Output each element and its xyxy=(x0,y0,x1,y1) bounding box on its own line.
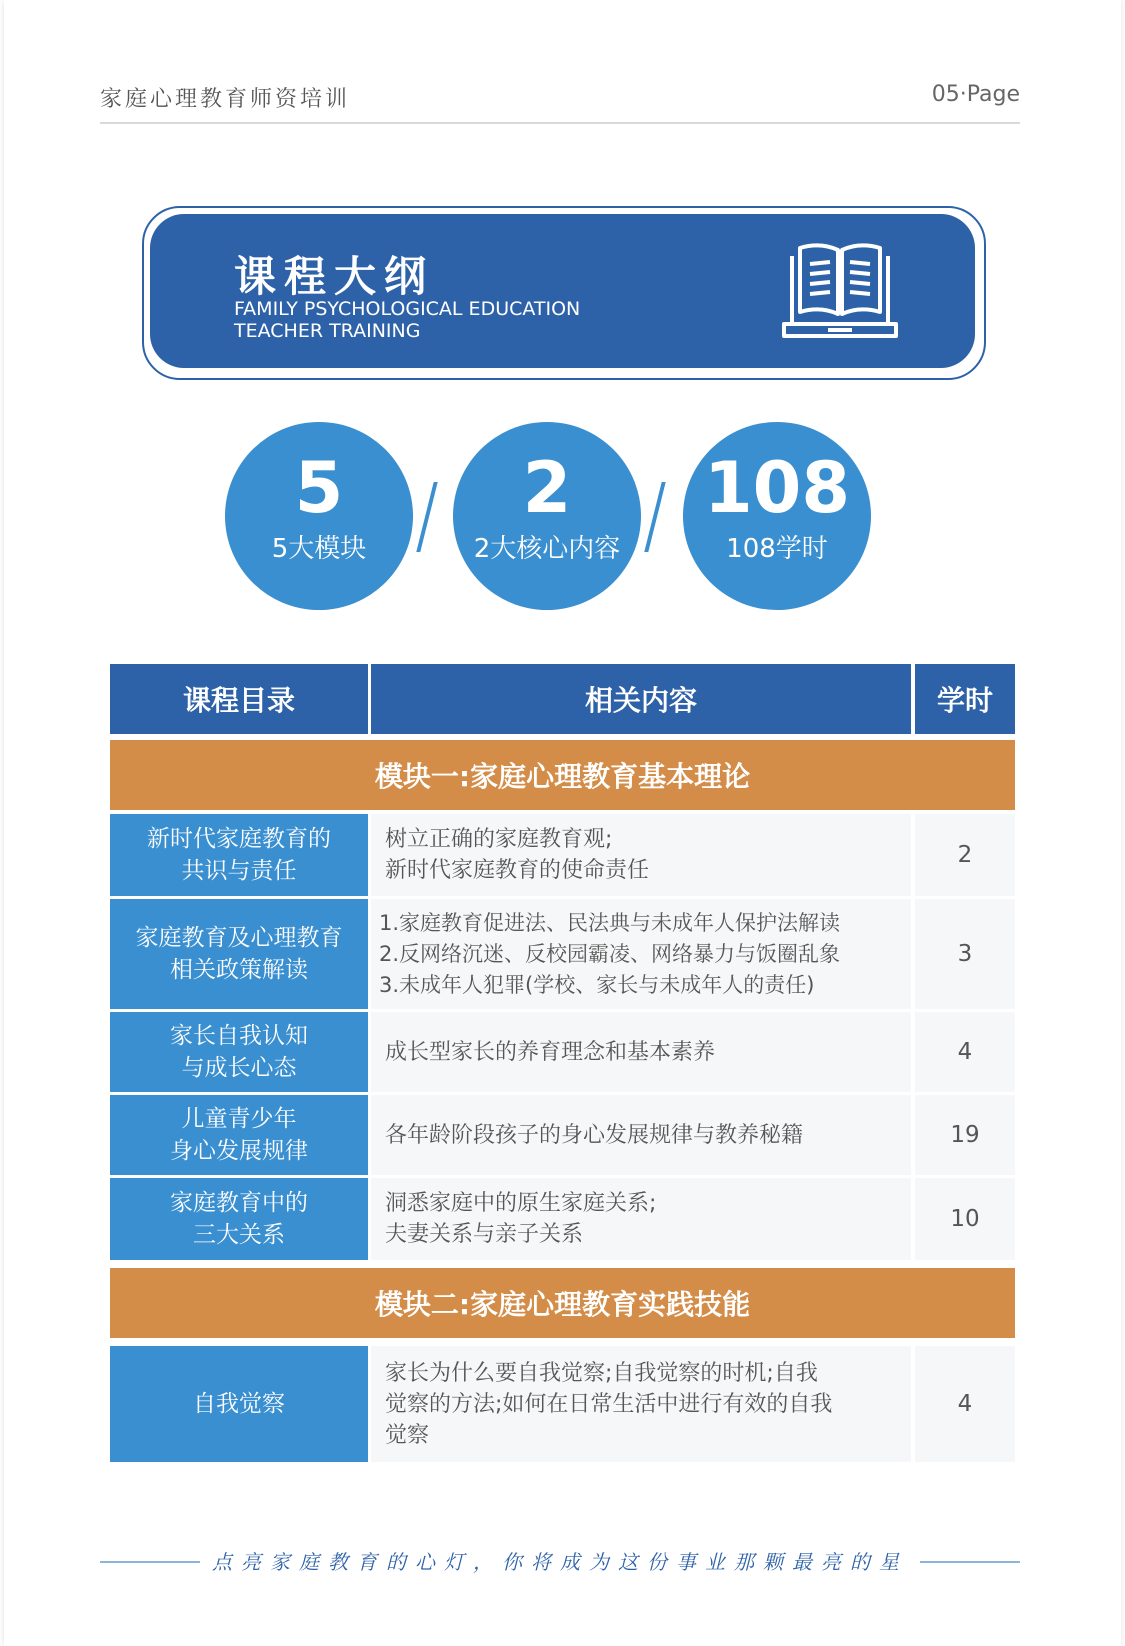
row-directory: 新时代家庭教育的 共识与责任 xyxy=(110,814,368,896)
open-book-icon xyxy=(780,240,900,344)
row-directory: 家长自我认知 与成长心态 xyxy=(110,1012,368,1092)
row-content: 洞悉家庭中的原生家庭关系; 夫妻关系与亲子关系 xyxy=(371,1178,911,1260)
page-header xyxy=(100,78,1020,124)
stat-core-content xyxy=(453,422,641,610)
stat-modules xyxy=(225,422,413,610)
column-header-directory: 课程目录 xyxy=(110,664,368,734)
row-hours: 10 xyxy=(915,1178,1015,1260)
footer-slogan: 点亮家庭教育的心灯，你将成为这份事业那颗最亮的星 xyxy=(212,1550,908,1574)
row-content: 树立正确的家庭教育观; 新时代家庭教育的使命责任 xyxy=(371,814,911,896)
stats-row xyxy=(225,422,905,612)
header-title: 家庭心理教育师资培训 xyxy=(100,87,351,112)
footer-line-right xyxy=(920,1561,1020,1563)
row-directory: 家庭教育及心理教育 相关政策解读 xyxy=(110,899,368,1009)
row-hours: 4 xyxy=(915,1346,1015,1462)
row-directory: 家庭教育中的 三大关系 xyxy=(110,1178,368,1260)
syllabus-banner xyxy=(150,214,975,368)
row-hours: 2 xyxy=(915,814,1015,896)
row-hours: 3 xyxy=(915,899,1015,1009)
banner-title-en xyxy=(234,298,580,342)
slash-divider xyxy=(644,482,665,552)
page-footer xyxy=(100,1546,1020,1576)
row-content: 成长型家长的养育理念和基本素养 xyxy=(371,1012,911,1092)
row-directory: 儿童青少年 身心发展规律 xyxy=(110,1095,368,1175)
column-header-content: 相关内容 xyxy=(371,664,911,734)
module-header: 模块一:家庭心理教育基本理论 xyxy=(110,740,1015,810)
row-directory: 自我觉察 xyxy=(110,1346,368,1462)
stat-label: 2大核心内容 xyxy=(473,534,621,564)
module-header: 模块二:家庭心理教育实践技能 xyxy=(110,1268,1015,1338)
stat-label: 5大模块 xyxy=(271,534,367,564)
banner-title-en-line2: TEACHER TRAINING xyxy=(234,320,421,342)
stat-label: 108学时 xyxy=(726,534,828,564)
row-content: 各年龄阶段孩子的身心发展规律与教养秘籍 xyxy=(371,1095,911,1175)
row-hours: 19 xyxy=(915,1095,1015,1175)
slash-divider xyxy=(416,482,437,552)
row-content: 家长为什么要自我觉察;自我觉察的时机;自我 觉察的方法;如何在日常生活中进行有效的自我 觉察 xyxy=(371,1346,911,1462)
stat-hours xyxy=(683,422,871,610)
stat-number: 108 xyxy=(703,447,851,529)
stat-number: 5 xyxy=(294,447,344,529)
stat-number: 2 xyxy=(522,447,572,529)
column-header-hours: 学时 xyxy=(915,664,1015,734)
banner-title-en-line1: FAMILY PSYCHOLOGICAL EDUCATION xyxy=(234,298,581,320)
footer-line-left xyxy=(100,1561,200,1563)
row-content: 1.家庭教育促进法、民法典与未成年人保护法解读 2.反网络沉迷、反校园霸凌、网络暴力与饭圈乱象 3.未成年人犯罪(学校、家长与未成年人的责任) xyxy=(371,899,911,1009)
banner-title-cn: 课程大纲 xyxy=(234,252,435,301)
row-hours: 4 xyxy=(915,1012,1015,1092)
page-number: 05·Page xyxy=(931,82,1020,107)
